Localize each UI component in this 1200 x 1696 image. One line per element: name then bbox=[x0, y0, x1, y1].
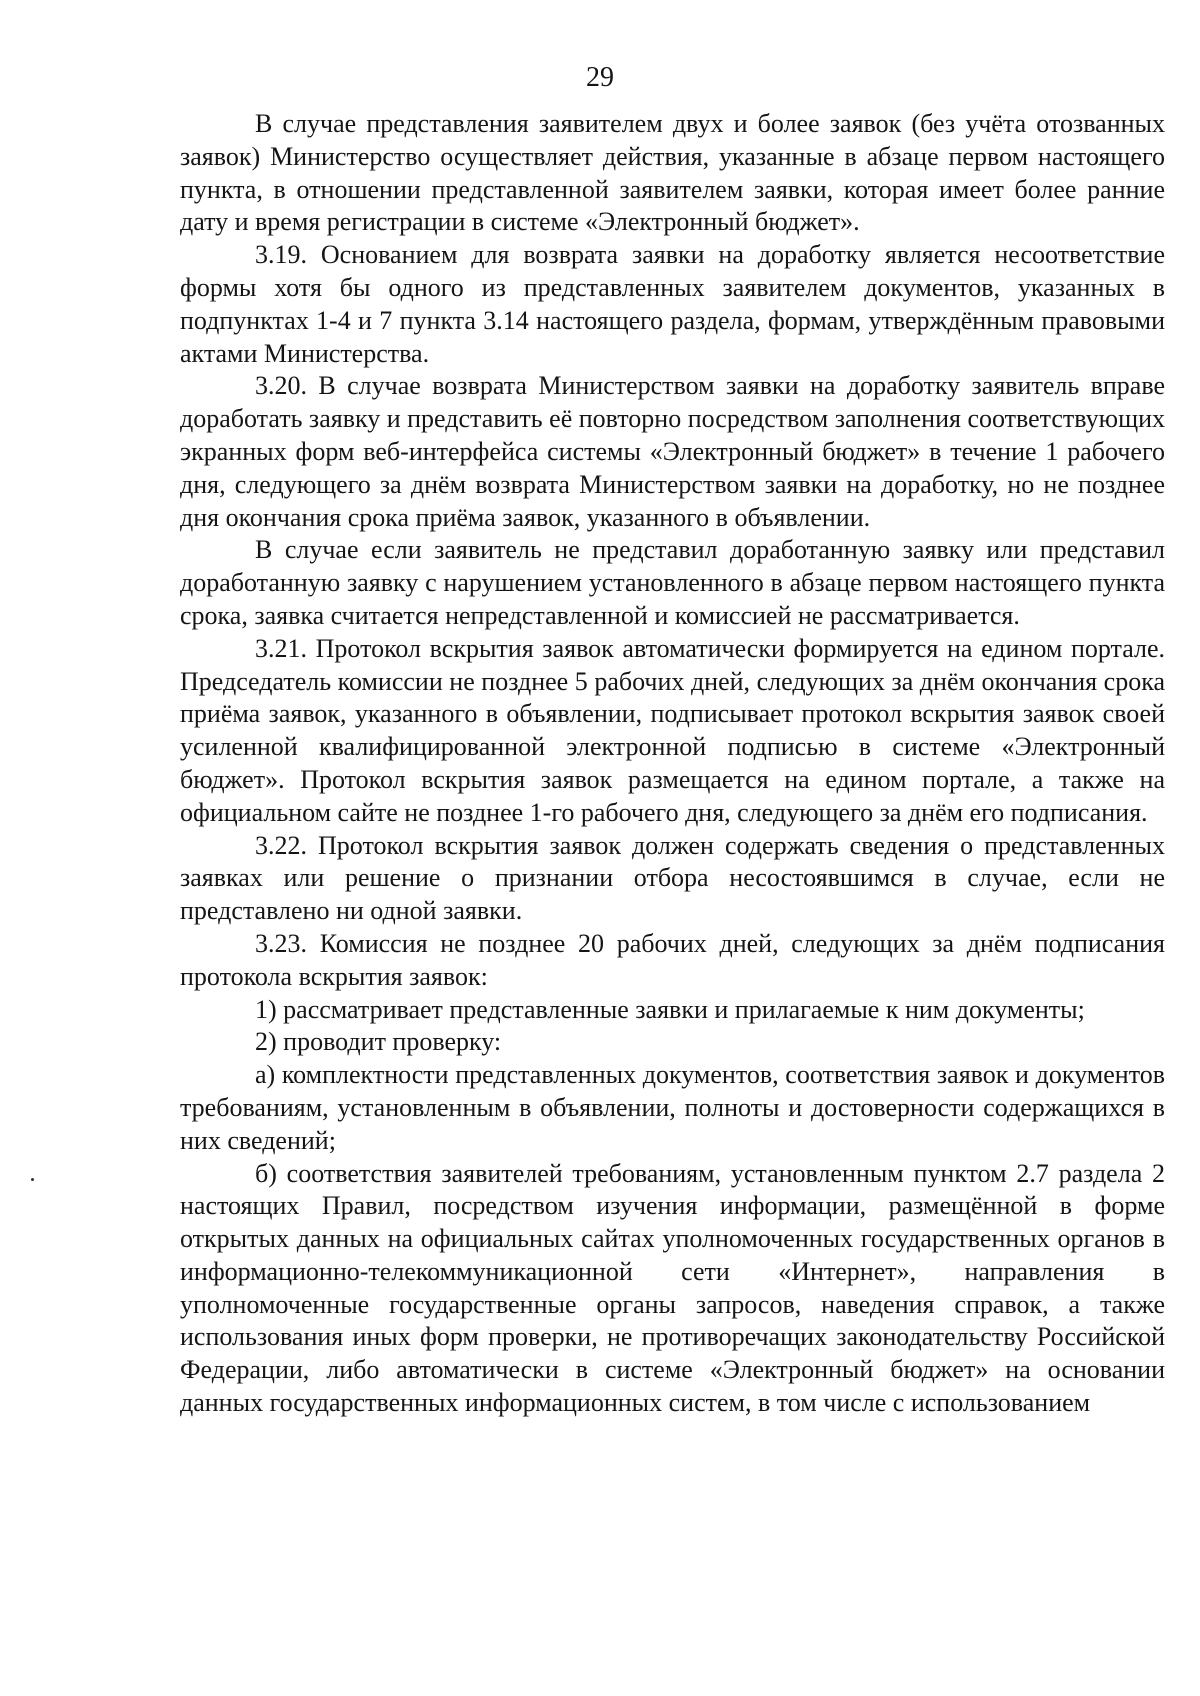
list-item-1: 1) рассматривает представленные заявки и прилагаемые к ним документы; bbox=[255, 994, 1085, 1024]
page-number: 29 bbox=[586, 62, 614, 93]
paragraph-3-21: 3.21. Протокол вскрытия заявок автоматически формируется на едином портале. Председатель комиссии не позднее 5 рабочих дней, следующих за днём окончания срока приёма заявок, указанного в объявлении, подписывает протокол вскрытия заявок своей усиленной квалифицированной электронной подписью в системе «Электронный бюджет». Протокол вскрытия заявок размещается на едином портале, а также на официальном сайте не позднее 1-го рабочего дня, следующего за днём его подписания. bbox=[180, 633, 1165, 827]
list-item-b: б) соответствия заявителей требованиям, установленным пунктом 2.7 раздела 2 настоящих Правил, посредством изучения информации, размещённой в форме открытых данных на официальных сайтах уполномоченных государственных органов в информационно-телекоммуникационной сети «Интернет», направления в уполномоченные государственные органы запросов, наведения справок, а также использования иных форм проверки, не противоречащих законодательству Российской Федерации, либо автоматически в системе «Электронный бюджет» на основании данных государственных информационных систем, в том числе с использованием bbox=[180, 1158, 1165, 1418]
paragraph-3-23: 3.23. Комиссия не позднее 20 рабочих дней, следующих за днём подписания протокола вскрытия заявок: bbox=[180, 928, 1165, 991]
paragraph-3-22: 3.22. Протокол вскрытия заявок должен содержать сведения о представленных заявках или решение о признании отбора несостоявшимся в случае, если не представлено ни одной заявки. bbox=[180, 830, 1165, 926]
list-item-2: 2) проводит проверку: bbox=[255, 1027, 502, 1057]
document-body bbox=[180, 108, 1165, 1420]
list-item-a: а) комплектности представленных документов, соответствия заявок и документов требованиям, установленным в объявлении, полноты и достоверности содержащихся в них сведений; bbox=[180, 1060, 1165, 1155]
paragraph-3-19: 3.19. Основанием для возврата заявки на доработку является несоответствие формы хотя бы одного из представленных заявителем документов, указанных в подпунктах 1-4 и 7 пункта 3.14 настоящего раздела, формам, утверждённым правовыми актами Министерства. bbox=[180, 240, 1165, 368]
paragraph-3-20: 3.20. В случае возврата Министерством заявки на доработку заявитель вправе доработать заявку и представить её повторно посредством заполнения соответствующих экранных форм веб-интерфейса системы «Электронный бюджет» в течение 1 рабочего дня, следующего за днём возврата Министерством заявки на доработку, но не позднее дня окончания срока приёма заявок, указанного в объявлении. bbox=[180, 371, 1166, 532]
scan-speck bbox=[31, 1178, 34, 1181]
paragraph-multiple-applications: В случае представления заявителем двух и более заявок (без учёта отозванных заявок) Министерство осуществляет действия, указанные в абзаце первом настоящего пункта, в отношении представленной заявителем заявки, которая имеет более ранние дату и время регистрации в системе «Электронный бюджет». bbox=[180, 109, 1165, 237]
paragraph-not-submitted: В случае если заявитель не представил доработанную заявку или представил доработанную заявку с нарушением установленного в абзаце первом настоящего пункта срока, заявка считается непредставленной и комиссией не рассматривается. bbox=[180, 535, 1165, 630]
